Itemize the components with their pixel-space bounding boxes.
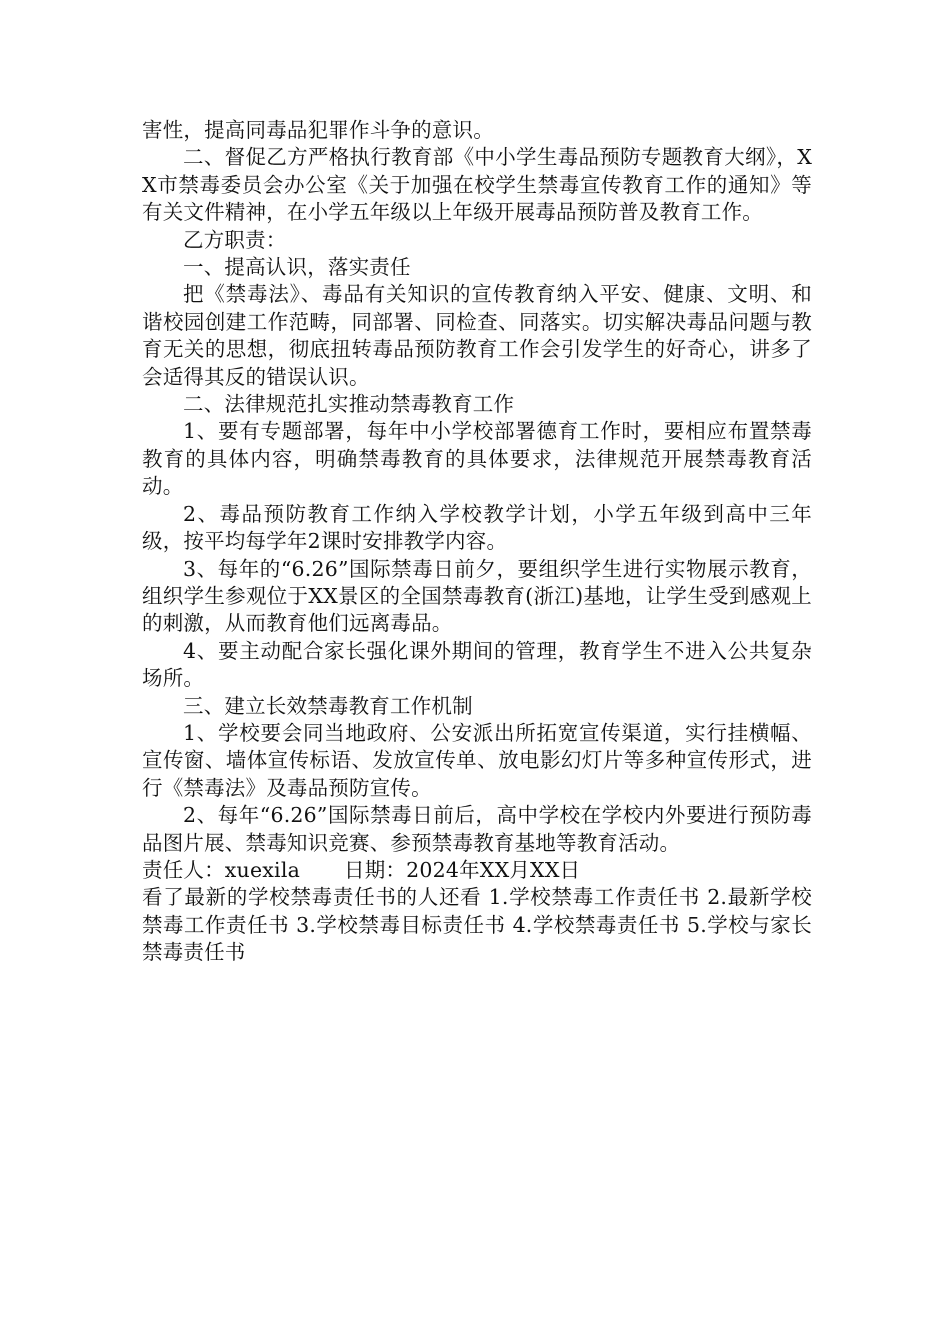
- heading-section-2: 二、法律规范扎实推动禁毒教育工作: [183, 392, 515, 417]
- paragraph-section-3-item-1: 1、学校要会同当地政府、公安派出所拓宽宣传渠道，实行挂横幅、宣传窗、墙体宣传标语、发放宣传单、放电影幻灯片等多种宣传形式，进行《禁毒法》及毒品预防宣传。: [142, 720, 812, 800]
- heading-section-3: 三、建立长效禁毒教育工作机制: [183, 693, 473, 718]
- paragraph-intro-continuation: 害性，提高同毒品犯罪作斗争的意识。: [142, 118, 494, 142]
- signature-line: [142, 857, 812, 884]
- document-body: [142, 117, 812, 967]
- related-articles: 看了最新的学校禁毒责任书的人还看 1.学校禁毒工作责任书 2.最新学校禁毒工作责任书 3.学校禁毒目标责任书 4.学校禁毒责任书 5.学校与家长禁毒责任书: [142, 885, 812, 965]
- paragraph-section-2-item-4: 4、要主动配合家长强化课外期间的管理，教育学生不进入公共复杂场所。: [142, 638, 812, 691]
- signature-date: 日期：2024年XX月XX日: [344, 857, 581, 882]
- heading-party-b-duties: 乙方职责：: [183, 227, 287, 252]
- paragraph-section-2-item-3: 3、每年的“6.26”国际禁毒日前夕，要组织学生进行实物展示教育，组织学生参观位于XX景区的全国禁毒教育(浙江)基地，让学生受到感观上的刺激，从而教育他们远离毒品。: [142, 556, 812, 636]
- responsible-person: 责任人：xuexila: [142, 857, 300, 882]
- paragraph-section-2-item-2: 2、毒品预防教育工作纳入学校教学计划，小学五年级到高中三年级，按平均每学年2课时安排教学内容。: [142, 501, 812, 554]
- paragraph-section-2-item-1: 1、要有专题部署，每年中小学校部署德育工作时，要相应布置禁毒教育的具体内容，明确禁毒教育的具体要求，法律规范开展禁毒教育活动。: [142, 419, 812, 499]
- heading-section-1: 一、提高认识，落实责任: [183, 255, 411, 280]
- paragraph-party-a-item-2: 二、督促乙方严格执行教育部《中小学生毒品预防专题教育大纲》，XX市禁毒委员会办公室《关于加强在校学生禁毒宣传教育工作的通知》等有关文件精神，在小学五年级以上年级开展毒品预防普及教育工作。: [142, 145, 812, 225]
- paragraph-section-1-body: 把《禁毒法》、毒品有关知识的宣传教育纳入平安、健康、文明、和谐校园创建工作范畴，同部署、同检查、同落实。切实解决毒品问题与教育无关的思想，彻底扭转毒品预防教育工作会引发学生的好奇心，讲多了会适得其反的错误认识。: [142, 282, 812, 389]
- paragraph-section-3-item-2: 2、每年“6.26”国际禁毒日前后，高中学校在学校内外要进行预防毒品图片展、禁毒知识竞赛、参预禁毒教育基地等教育活动。: [142, 803, 812, 855]
